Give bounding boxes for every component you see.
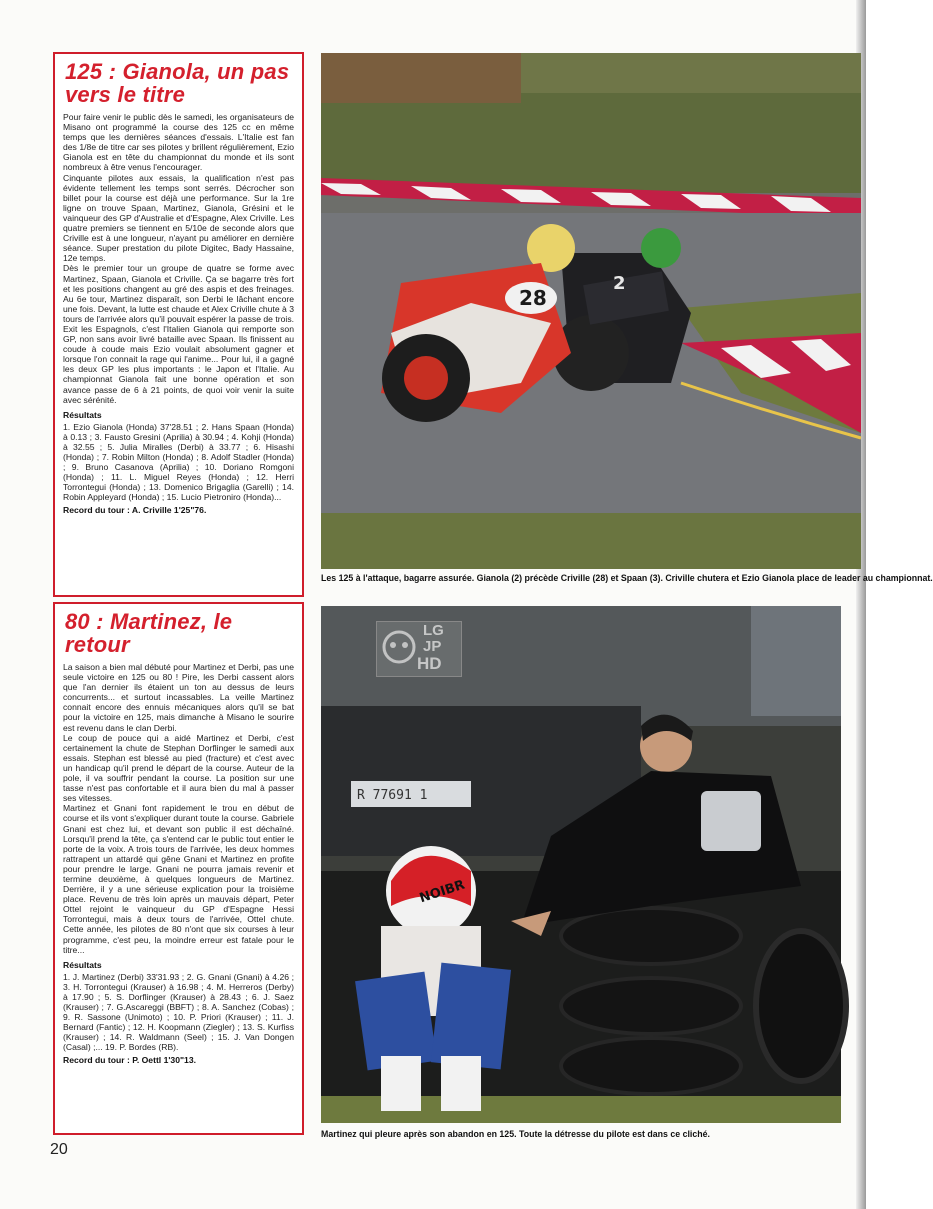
article-125-record: Record du tour : A. Criville 1'25"76.	[63, 505, 207, 516]
article-80-title: 80 : Martinez, le retour	[65, 609, 233, 657]
race-photo-caption: Les 125 à l'attaque, bagarre assurée. Gianola (2) précède Criville (28) et Spaan (3). Criville chutera et Ezio Gianola place de leader au championnat.	[321, 573, 933, 583]
bike-number-2: 2	[613, 273, 626, 294]
martinez-photo-illustration	[321, 606, 841, 1123]
helmet-carried	[701, 791, 761, 851]
watermark-face-icon	[379, 623, 419, 675]
watermark-line-2: JP	[423, 638, 442, 655]
race-photo-illustration	[321, 53, 861, 569]
watermark-line-1: LG	[423, 622, 444, 639]
article-80-paragraph: Martinez et Gnani font rapidement le trou en début de course et ils vont s'expliquer durant toute la course. Gabriele Gnani est chez lui, et devant son public il est déchaîné. Lorsqu'il prend la tête, ça s'entend car le public tout entier le porte de la voix. A trois tours de l'arrivée, les deux hommes rattrapent un attardé qui gêne Gnani et Martinez en profite pour prendre le large. Gnani ne pourra jamais revenir et termine deuxième, à quelques longueurs de Martinez. Derrière, il y a une sérieuse explication pour la troisième place. Revenu de très loin après un mauvais départ, Peter Ottel rejoint le vainqueur du GP d'Espagne Hessi Torrontegui, mais à deux tours de l'arrivée, Ottel chute. Cette année, les pilotes de 80 n'ont que six courses à leur programme, c'est peu, la moindre erreur est fatale pour le titre...	[63, 803, 294, 955]
martinez-photo	[321, 606, 841, 1123]
article-80-paragraph: Le coup de pouce qui a aidé Martinez et Derbi, c'est certainement la chute de Stephan Dorflinger le samedi aux essais. Stephan est blessé au pied (fracture) et c'est avec un handicap qu'il prend le départ de la course. Auteur de la pole, il va souffrir pendant la course. La position sur une tasse n'est pas confortable et il aura bien du mal à passer ses vitesses.	[63, 732, 294, 804]
article-125-paragraph: Dès le premier tour un groupe de quatre se forme avec Martinez, Spaan, Gianola et Criville. Ça se bagarre très fort et les positions changent au gré des aspis et des freinages. Au 6e tour, Martinez disparaît, son Derbi le lâchant encore une fois. Devant, la lutte est chaude et Alex Criville chute à 3 tours de l'arrivée alors qu'il pouvait espérer la passe de trois. Exit les Espagnols, c'est l'Italien Gianola qui remporte son GP, non sans avoir livré bataille avec Spaan. Ils finissent au coude à coude mais Ezio voulait absolument gagner et lorsque l'on connait la rage qui l'anime... Pour lui, il a gagné les deux GP les plus importants : le Japon et l'Italie. Au championnat Gianola fait une bonne opération et son avance passe de 6 à 21 points, de quoi voir venir la suite avec sérénité.	[63, 263, 294, 405]
article-125-box	[53, 52, 304, 597]
article-125-results-title: Résultats	[63, 409, 102, 420]
article-125-title: 125 : Gianola, un pas vers le titre	[65, 59, 290, 107]
grass-bottom	[321, 513, 861, 569]
grass-far	[521, 53, 861, 93]
license-plate-text: R 77691 1	[357, 788, 428, 803]
martinez-photo-caption: Martinez qui pleure après son abandon en 125. Toute la détresse du pilote est dans ce cliché.	[321, 1129, 710, 1139]
watermark	[376, 621, 462, 677]
article-80-results-title: Résultats	[63, 959, 102, 970]
article-125-results: 1. Ezio Gianola (Honda) 37'28.51 ; 2. Hans Spaan (Honda) à 0.13 ; 3. Fausto Gresini (Aprilia) à 30.94 ; 4. Kohji (Honda) à 32.55 ; 5. Julia Miralles (Derbi) à 33.77 ; 6. Hisashi (Honda) ; 7. Robin Milton (Honda) ; 8. Adolf Stadler (Honda) ; 9. Bruno Casanova (Aprilia) ; 10. Doriano Romgoni (Honda) ; 11. L. Miguel Reyes (Honda) ; 12. Herri Torrontegui (Honda) ; 13. Domenico Brigaglia (Garelli) ; 14. Robin Appleyard (Honda) ; 15. Lucio Pietroniro (Honda)...	[63, 421, 294, 503]
article-125-paragraph: Pour faire venir le public dès le samedi, les organisateurs de Misano ont programmé la course des 125 cc en même temps que les dernières séances d'essais. L'Italie est fan des 1/8e de titre car ses pilotes y brillent régulièrement, Ezio Gianola est en tête du championnat du monde et ils sont nombreux à être venus l'encourager.	[63, 112, 294, 173]
article-125-paragraph: Cinquante pilotes aux essais, la qualification n'est pas évidente tellement les temps sont serrés. Décrocher son billet pour la course est déjà une performance. Sur la 1re ligne on trouve Spaan, Martinez, Gianola, Grésini et le vainqueur des GP d'Australie et d'Espagne, Alex Criville. Les quatre premiers se tiennent en 5/10e de seconde alors que Criville est à une longueur, n'ayant pu améliorer en dernière séance. Super prestation du pilote Digitec, Bady Hassaine, 12e temps.	[63, 172, 294, 264]
page-number: 20	[50, 1141, 68, 1158]
race-photo	[321, 53, 861, 569]
article-80-box	[53, 602, 304, 1135]
bike-number-28: 28	[519, 286, 547, 310]
article-125-body	[63, 112, 294, 405]
watermark-line-3: HD	[417, 654, 442, 673]
hay-bales	[321, 53, 521, 103]
article-80-record: Record du tour : P. Oettl 1'30"13.	[63, 1055, 196, 1066]
article-80-body	[63, 662, 294, 955]
article-80-results: 1. J. Martinez (Derbi) 33'31.93 ; 2. G. Gnani (Gnani) à 4.26 ; 3. H. Torrontegui (Krauser) à 16.98 ; 4. M. Herreros (Derby) à 17.90 ; 5. S. Dorflinger (Krauser) à 28.43 ; 6. J. Saez (Krauser) ; 7. G.Ascareggi (BBFT) ; 8. A. Sanchez (Cobas) ; 9. R. Sassone (Unimoto) ; 10. P. Priori (Krauser) ; 11. J. Bernard (Fantic) ; 12. H. Koopmann (Ziegler) ; 13. S. Kurfiss (Krauser) ; 14. R. Waldmann (Seel) ; 15. J. Van Dongen (Casal) ;... 19. P. Bordes (RB).	[63, 971, 294, 1053]
helmet-text: NOIBR	[417, 877, 467, 907]
article-80-paragraph: La saison a bien mal débuté pour Martinez et Derbi, pas une seule victoire en 125 ou 80 ! Pire, les Derbi cassent alors que l'an dernier ils étaient un ton au dessus de leurs concurrents... et surtout incassables. La veille Martinez connait encore des ennuis mécaniques alors qu'il se bat pour la victoire en 125, mais dimanche à Misano le sourire est revenu dans le clan Derbi.	[63, 662, 294, 733]
